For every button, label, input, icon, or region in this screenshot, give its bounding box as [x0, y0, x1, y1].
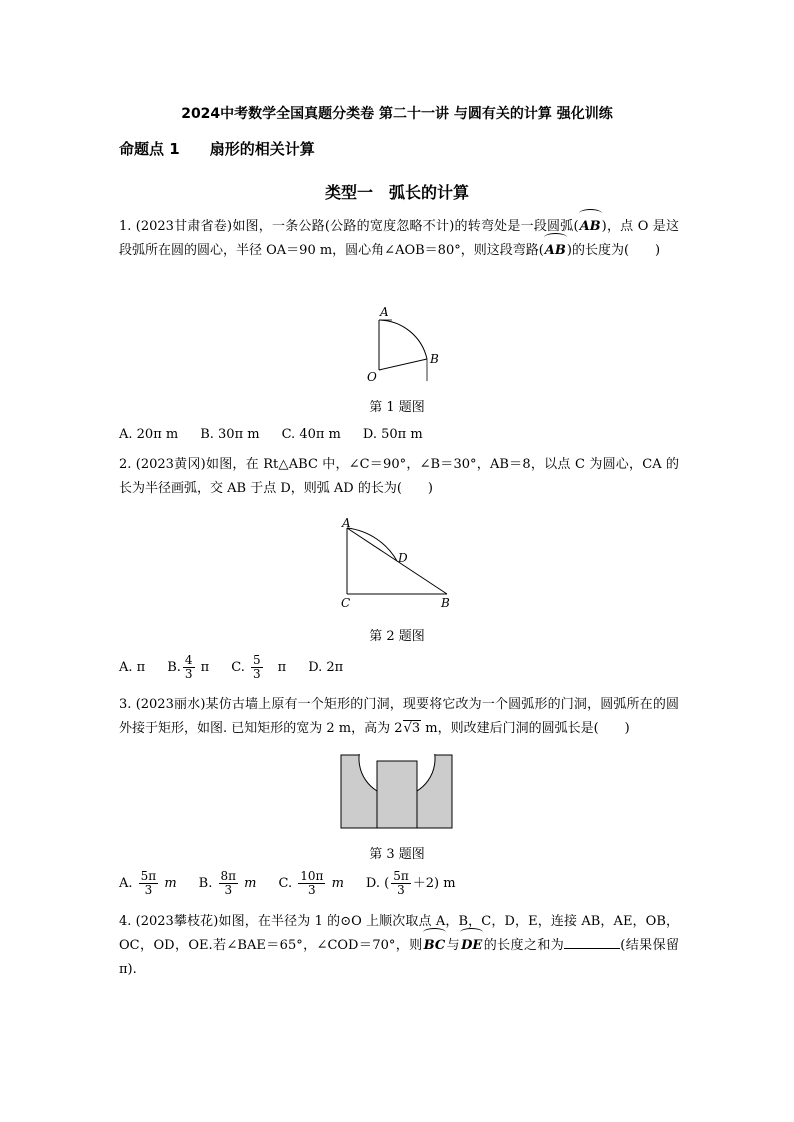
q3-option-b-num: 8π — [220, 869, 237, 883]
q3-text-part2: m，则改建后门洞的圆弧长是( ) — [421, 721, 630, 736]
q2-option-c-num: 5 — [252, 653, 261, 667]
question-4 — [119, 910, 679, 982]
q2-option-b[interactable] — [167, 654, 209, 681]
q3-option-c-label: C. — [278, 876, 293, 891]
q3-figure — [340, 754, 454, 830]
question-3 — [119, 693, 679, 741]
q4-text-part1: 4. (2023攀枝花)如图，在半径为 1 的⊙O 上顺次取点 A，B，C，D，E，连接 AB，AE，OB，OC，OD，OE.若∠BAE＝65°，∠COD＝70°，则 — [119, 914, 679, 953]
q3-option-c[interactable] — [279, 870, 344, 897]
q1-arc — [379, 320, 427, 359]
q3-option-a-den: 3 — [144, 883, 153, 897]
q4-text-part2: 与 — [446, 938, 461, 953]
q3-option-a[interactable] — [119, 870, 177, 897]
q3-option-d-fraction — [391, 870, 411, 897]
q3-option-c-fraction — [298, 870, 325, 897]
q2-label-b: B — [441, 596, 450, 610]
q3-caption: 第 3 题图 — [369, 847, 425, 862]
q3-option-d[interactable] — [366, 870, 456, 897]
q2-label-d: D — [398, 551, 408, 565]
q1-options — [119, 427, 423, 442]
q4-text-part4: (结果保留π). — [119, 938, 679, 977]
q2-option-b-pi: π — [200, 660, 210, 675]
q3-option-b-unit: m — [244, 876, 257, 891]
q4-text-part3: 的长度之和为 — [483, 938, 565, 953]
q3-option-d-suffix: ＋2) m — [412, 876, 456, 891]
page-title: 2024中考数学全国真题分类卷 第二十一讲 与圆有关的计算 强化训练 — [181, 106, 613, 122]
q2-option-b-fraction — [183, 654, 195, 681]
q3-option-c-unit: m — [331, 876, 344, 891]
q1-option-c[interactable]: C. 40π m — [281, 427, 341, 442]
q2-option-c-pi: π — [277, 660, 287, 675]
section-name: 扇形的相关计算 — [209, 140, 315, 158]
q1-text-part2: )，点 O 是这段弧所在圆的圆心，半径 OA＝90 m，圆心角∠AOB＝80°，则这段弯路( — [119, 219, 679, 258]
q1-arc-ab-2: AB — [544, 239, 567, 263]
q1-arc-ab: AB — [579, 215, 602, 239]
q3-option-d-den: 3 — [397, 883, 405, 897]
q3-original-rectangle — [377, 761, 417, 828]
q4-answer-blank[interactable] — [564, 935, 620, 949]
q3-option-b-den: 3 — [224, 883, 233, 897]
q3-option-a-fraction — [139, 870, 159, 897]
q3-option-c-den: 3 — [308, 883, 316, 897]
q1-caption: 第 1 题图 — [369, 400, 425, 415]
q1-radius-ob — [379, 359, 427, 370]
q2-option-c-den: 3 — [252, 667, 261, 681]
section-label: 命题点 1 — [119, 140, 180, 158]
q3-sqrt: √3 — [403, 721, 421, 736]
q1-label-b: B — [430, 352, 439, 366]
q2-option-c-fraction — [251, 654, 263, 681]
q2-option-b-label: B. — [167, 660, 181, 675]
q1-option-b[interactable]: B. 30π m — [200, 427, 260, 442]
q2-option-d[interactable]: D. 2π — [308, 660, 344, 675]
q3-option-a-num: 5π — [140, 869, 157, 883]
q1-label-o: O — [367, 370, 377, 384]
q3-option-d-label: D. ( — [365, 876, 390, 891]
q3-sqrt-value: 3 — [411, 721, 421, 736]
q3-option-a-unit: m — [164, 876, 177, 891]
q3-option-c-num: 10π — [300, 869, 324, 883]
q3-options — [119, 870, 456, 897]
q3-option-b-label: B. — [198, 876, 213, 891]
q2-options — [119, 654, 343, 681]
q4-arc-bc: BC — [423, 934, 447, 958]
q2-option-b-den: 3 — [184, 667, 193, 681]
q2-option-a[interactable]: A. π — [119, 660, 146, 675]
question-1 — [119, 215, 679, 263]
q3-option-d-num: 5π — [393, 869, 409, 883]
section-heading — [119, 138, 315, 159]
type-heading: 类型一 弧长的计算 — [324, 183, 469, 202]
q2-option-c[interactable] — [231, 654, 286, 681]
q1-text-part3: )的长度为( ) — [566, 243, 661, 258]
q2-caption: 第 2 题图 — [369, 629, 425, 644]
q2-figure — [335, 516, 460, 611]
q3-text-part1: 3. (2023丽水)某仿古墙上原有一个矩形的门洞，现要将它改为一个圆弧形的门洞，圆弧所在的圆外接于矩形，如图. 已知矩形的宽为 2 m，高为 2 — [119, 697, 679, 736]
q1-text-part1: 1. (2023甘肃省卷)如图，一条公路(公路的宽度忽略不计)的转弯处是一段圆弧( — [119, 219, 579, 234]
q1-figure — [360, 305, 450, 385]
q1-option-d[interactable]: D. 50π m — [362, 427, 423, 442]
q2-option-b-num: 4 — [184, 653, 193, 667]
q3-option-a-label: A. — [119, 876, 133, 891]
q1-label-a: A — [380, 305, 389, 319]
q2-label-a: A — [342, 516, 351, 530]
q1-option-a[interactable]: A. 20π m — [119, 427, 179, 442]
question-2: 2. (2023黄冈)如图，在 Rt△ABC 中，∠C＝90°，∠B＝30°，AB＝8，以点 C 为圆心，CA 的长为半径画弧，交 AB 于点 D，则弧 AD 的长为( ) — [119, 457, 679, 496]
q3-option-b-fraction — [219, 870, 239, 897]
q2-option-c-label: C. — [231, 660, 245, 675]
q3-option-b[interactable] — [199, 870, 257, 897]
q2-label-c: C — [341, 596, 351, 610]
q4-arc-de: DE — [460, 934, 483, 958]
